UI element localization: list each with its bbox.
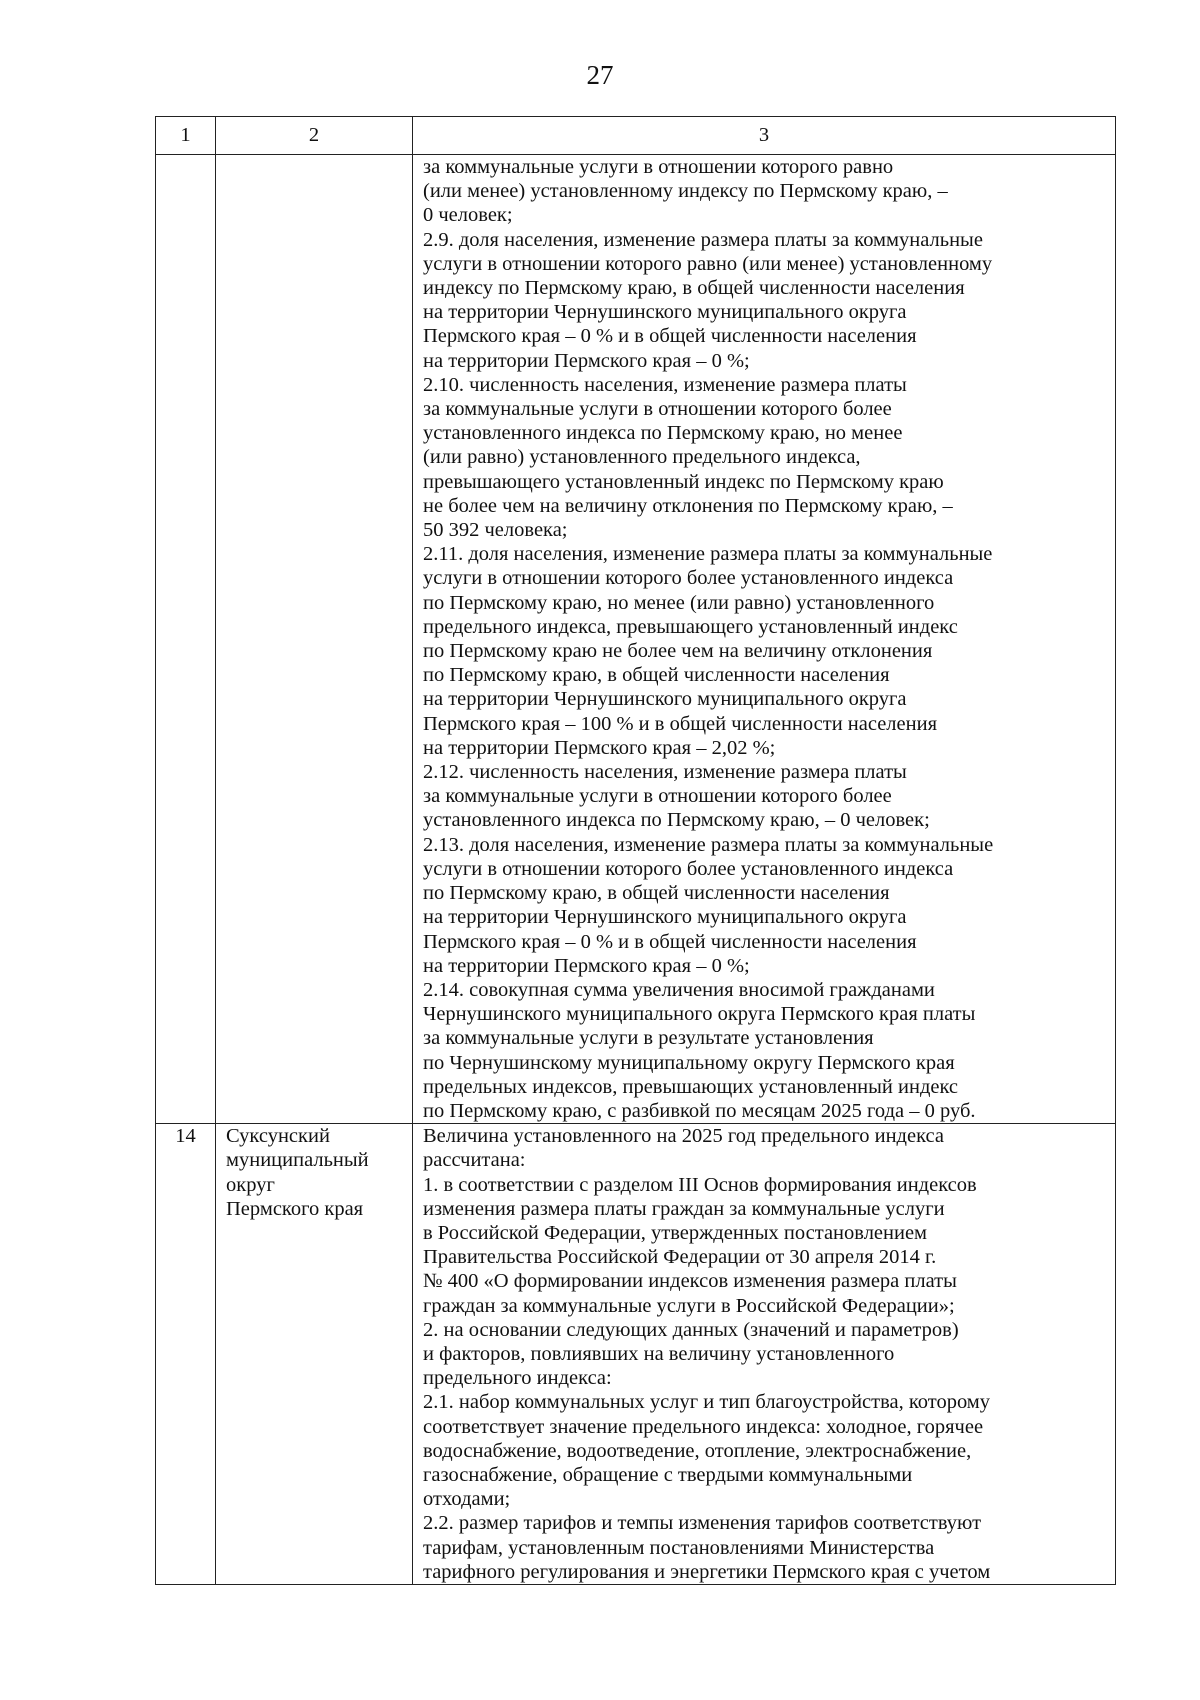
header-cell-2: 2 bbox=[216, 117, 413, 155]
text-line: по Пермскому краю, в общей численности населения bbox=[423, 664, 890, 687]
text-line: 50 392 человека; bbox=[423, 519, 568, 542]
text-line: на территории Пермского края – 2,02 %; bbox=[423, 736, 776, 759]
text-line: Чернушинского муниципального округа Пермского края платы bbox=[423, 1003, 976, 1026]
document-table bbox=[155, 116, 1116, 1585]
text-line: за коммунальные услуги в результате установления bbox=[423, 1027, 874, 1050]
text-line: 2.1. набор коммунальных услуг и тип благоустройства, которому bbox=[423, 1391, 991, 1414]
row-description-cell bbox=[413, 155, 1116, 1124]
text-line: в Российской Федерации, утвержденных постановлением bbox=[423, 1221, 928, 1244]
description-text bbox=[423, 155, 1105, 1123]
text-line: Пермского края bbox=[226, 1197, 364, 1220]
table-row-continued bbox=[156, 155, 1116, 1124]
text-line: Суксунский bbox=[226, 1125, 330, 1148]
text-line: рассчитана: bbox=[423, 1149, 526, 1172]
text-line: индексу по Пермскому краю, в общей численности населения bbox=[423, 277, 965, 300]
text-line: 2.10. численность населения, изменение размера платы bbox=[423, 373, 907, 396]
text-line: 2.14. совокупная сумма увеличения вносимой гражданами bbox=[423, 978, 935, 1001]
text-line: установленного индекса по Пермскому краю, но менее bbox=[423, 422, 903, 445]
text-line: за коммунальные услуги в отношении которого более bbox=[423, 785, 892, 808]
text-line: муниципальный bbox=[226, 1149, 369, 1172]
text-line: установленного индекса по Пермскому краю, – 0 человек; bbox=[423, 809, 930, 832]
text-line: предельного индекса, превышающего установленный индекс bbox=[423, 615, 958, 638]
text-line: 2.13. доля населения, изменение размера платы за коммунальные bbox=[423, 833, 994, 856]
text-line: не более чем на величину отклонения по Пермскому краю, – bbox=[423, 494, 953, 517]
text-line: Пермского края – 0 % и в общей численности населения bbox=[423, 930, 917, 953]
text-line: 2.12. численность населения, изменение размера платы bbox=[423, 761, 907, 784]
text-line: водоснабжение, водоотведение, отопление, электроснабжение, bbox=[423, 1439, 972, 1462]
text-line: 1. в соответствии с разделом III Основ формирования индексов bbox=[423, 1173, 977, 1196]
header-cell-3: 3 bbox=[413, 117, 1116, 155]
text-line: тарифного регулирования и энергетики Пермского края с учетом bbox=[423, 1560, 991, 1583]
text-line: округ bbox=[226, 1173, 275, 1196]
text-line: (или менее) установленному индексу по Пермскому краю, – bbox=[423, 180, 948, 203]
text-line: граждан за коммунальные услуги в Российской Федерации»; bbox=[423, 1294, 955, 1317]
text-line: 2.11. доля населения, изменение размера платы за коммунальные bbox=[423, 543, 993, 566]
text-line: по Пермскому краю, в общей численности населения bbox=[423, 882, 890, 905]
text-line: на территории Чернушинского муниципального округа bbox=[423, 301, 907, 324]
text-line: по Пермскому краю не более чем на величину отклонения bbox=[423, 640, 933, 663]
text-line: Величина установленного на 2025 год предельного индекса bbox=[423, 1125, 944, 1148]
row-name-cell bbox=[216, 155, 413, 1124]
text-line: услуги в отношении которого более установленного индекса bbox=[423, 857, 954, 880]
row-description-cell bbox=[413, 1124, 1116, 1585]
municipality-name bbox=[226, 1124, 402, 1221]
text-line: на территории Пермского края – 0 %; bbox=[423, 349, 750, 372]
text-line: (или равно) установленного предельного индекса, bbox=[423, 446, 861, 469]
text-line: отходами; bbox=[423, 1488, 511, 1511]
row-number-cell bbox=[156, 155, 216, 1124]
text-line: тарифам, установленным постановлениями Министерства bbox=[423, 1536, 935, 1559]
text-line: 0 человек; bbox=[423, 204, 513, 227]
table-header-row bbox=[156, 117, 1116, 155]
text-line: по Пермскому краю, но менее (или равно) установленного bbox=[423, 591, 935, 614]
text-line: на территории Чернушинского муниципального округа bbox=[423, 906, 907, 929]
table-row-14 bbox=[156, 1124, 1116, 1585]
text-line: соответствует значение предельного индекса: холодное, горячее bbox=[423, 1415, 984, 1438]
text-line: Правительства Российской Федерации от 30 апреля 2014 г. bbox=[423, 1246, 937, 1269]
text-line: 2.9. доля населения, изменение размера платы за коммунальные bbox=[423, 228, 983, 251]
text-line: Пермского края – 0 % и в общей численности населения bbox=[423, 325, 917, 348]
text-line: 2. на основании следующих данных (значений и параметров) bbox=[423, 1318, 959, 1341]
text-line: за коммунальные услуги в отношении которого равно bbox=[423, 156, 894, 178]
text-line: газоснабжение, обращение с твердыми коммунальными bbox=[423, 1463, 913, 1486]
text-line: по Пермскому краю, с разбивкой по месяцам 2025 года – 0 руб. bbox=[423, 1099, 976, 1122]
text-line: превышающего установленный индекс по Пермскому краю bbox=[423, 470, 944, 493]
text-line: за коммунальные услуги в отношении которого более bbox=[423, 398, 892, 421]
text-line: 2.2. размер тарифов и темпы изменения тарифов соответствуют bbox=[423, 1512, 982, 1535]
text-line: Пермского края – 100 % и в общей численности населения bbox=[423, 712, 938, 735]
text-line: на территории Пермского края – 0 %; bbox=[423, 954, 750, 977]
text-line: предельных индексов, превышающих установленный индекс bbox=[423, 1075, 959, 1098]
text-line: № 400 «О формировании индексов изменения размера платы bbox=[423, 1270, 957, 1293]
row-name-cell bbox=[216, 1124, 413, 1585]
text-line: изменения размера платы граждан за коммунальные услуги bbox=[423, 1197, 945, 1220]
text-line: по Чернушинскому муниципальному округу Пермского края bbox=[423, 1051, 955, 1074]
description-text bbox=[423, 1124, 1105, 1584]
row-number-cell: 14 bbox=[156, 1124, 216, 1585]
page-number: 27 bbox=[586, 60, 614, 90]
text-line: предельного индекса: bbox=[423, 1367, 612, 1390]
header-cell-1: 1 bbox=[156, 117, 216, 155]
text-line: и факторов, повлиявших на величину установленного bbox=[423, 1342, 895, 1365]
text-line: услуги в отношении которого более установленного индекса bbox=[423, 567, 954, 590]
text-line: на территории Чернушинского муниципального округа bbox=[423, 688, 907, 711]
text-line: услуги в отношении которого равно (или менее) установленному bbox=[423, 252, 993, 275]
